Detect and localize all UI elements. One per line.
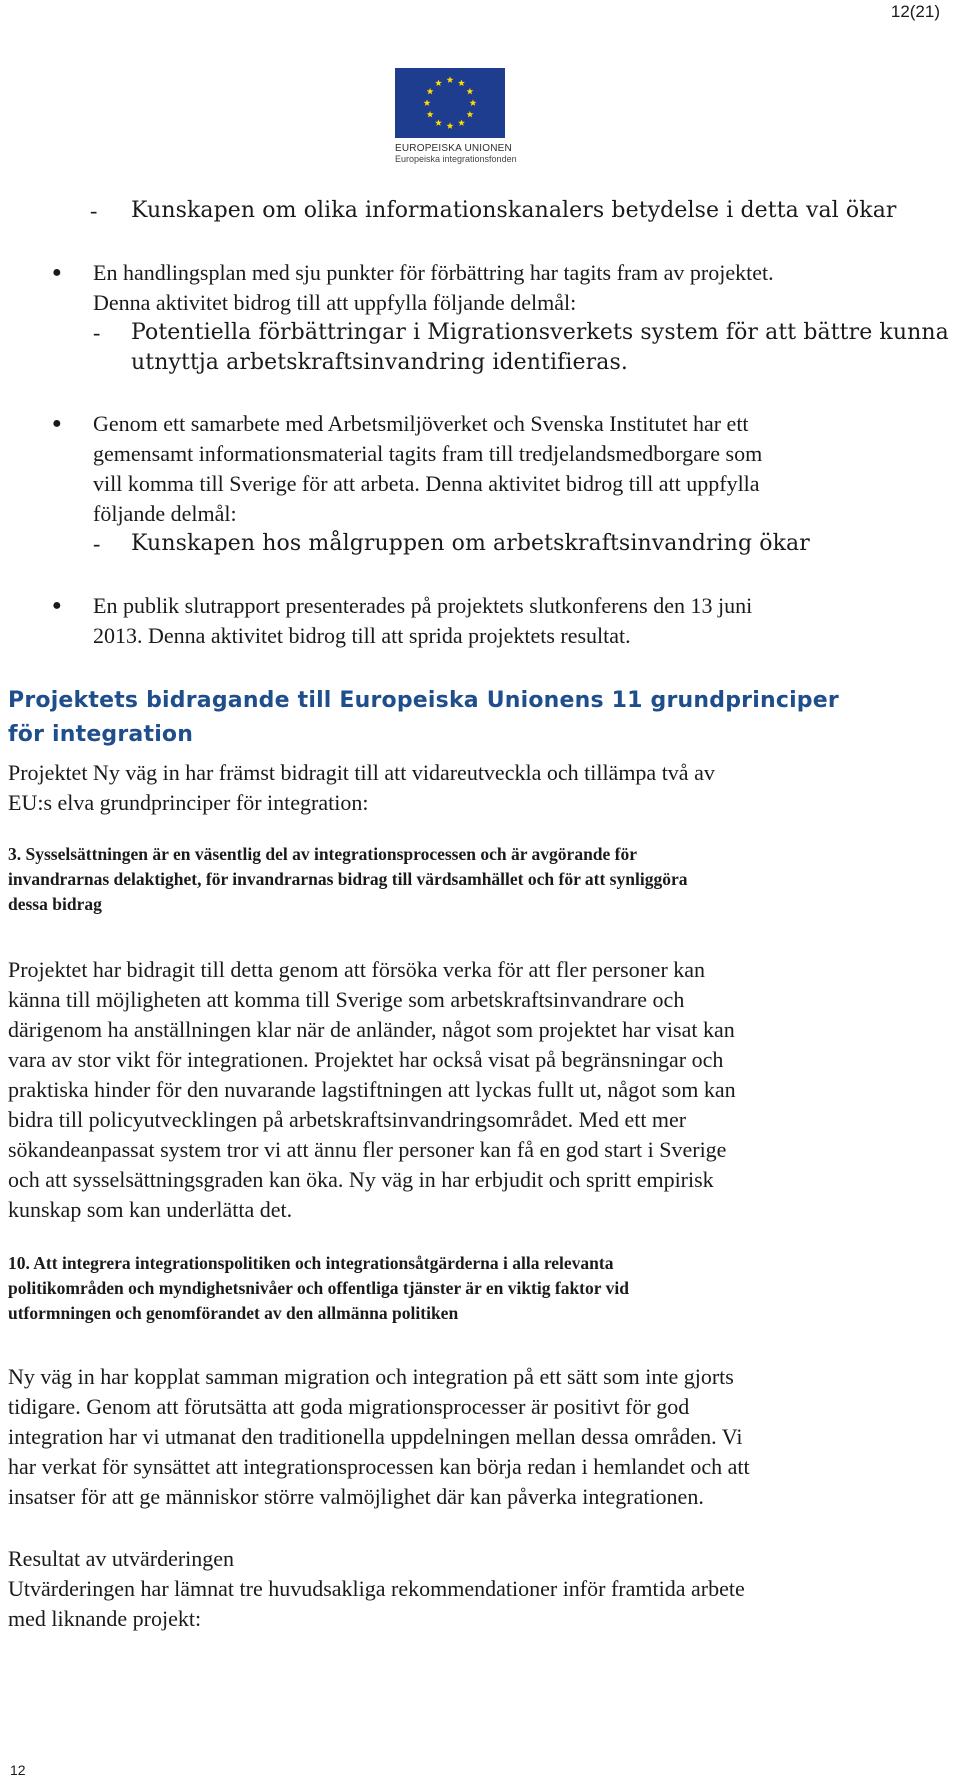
principle-heading: 10. Att integrera integrationspolitiken och integrationsåtgärderna i alla relevanta <box>8 1253 614 1273</box>
paragraph-line: Ny väg in har kopplat samman migration och integration på ett sätt som inte gjorts <box>8 1364 734 1389</box>
result-text: med liknande projekt: <box>8 1606 202 1631</box>
page-number: 12 <box>10 1762 26 1778</box>
dash-marker: - <box>90 198 98 223</box>
paragraph-line: Projektet har bidragit till detta genom att försöka verka för att fler personer kan <box>8 957 706 982</box>
paragraph-line: känna till möjligheten att komma till Sverige som arbetskraftsinvandrare och <box>8 987 685 1012</box>
paragraph-line: integration har vi utmanat den traditionella uppdelningen mellan dessa områden. Vi <box>8 1424 743 1449</box>
bullet-line: En handlingsplan med sju punkter för förbättring har tagits fram av projektet. <box>93 260 774 285</box>
bullet-line: Denna aktivitet bidrog till att uppfylla följande delmål: <box>93 290 577 315</box>
principle-heading: invandrarnas delaktighet, för invandrarnas bidrag till värdsamhället och för att synliggöra <box>8 869 688 889</box>
bullet-line: 2013. Denna aktivitet bidrog till att sprida projektets resultat. <box>93 623 631 648</box>
bullet-marker: ● <box>52 415 62 432</box>
principle-heading: utformningen och genomförandet av den allmänna politiken <box>8 1303 459 1323</box>
bullet-marker: ● <box>52 597 62 614</box>
paragraph-line: och att sysselsättningsgraden kan öka. Ny väg in har erbjudit och spritt empirisk <box>8 1167 714 1192</box>
bullet-marker: ● <box>52 264 62 281</box>
dash-item: Potentiella förbättringar i Migrationsverkets system för att bättre kunna <box>131 320 949 345</box>
paragraph-line: praktiska hinder för den nuvarande lagstiftningen att lyckas fullt ut, något som kan <box>8 1077 736 1102</box>
dash-item: Kunskapen om olika informationskanalers betydelse i detta val ökar <box>131 198 897 223</box>
dash-item: Kunskapen hos målgruppen om arbetskraftsinvandring ökar <box>131 531 810 556</box>
paragraph-line: sökandeanpassat system tror vi att ännu fler personer kan få en god start i Sverige <box>8 1137 727 1162</box>
paragraph-line: insatser för att ge människor större valmöjlighet där kan påverka integrationen. <box>8 1484 704 1509</box>
eu-logo <box>395 68 517 164</box>
eu-flag-icon <box>395 68 505 138</box>
result-title: Resultat av utvärderingen <box>8 1546 235 1571</box>
paragraph-line: kunskap som kan underlätta det. <box>8 1197 293 1222</box>
principle-heading: 3. Sysselsättningen är en väsentlig del av integrationsprocessen och är avgörande för <box>8 844 638 864</box>
principle-heading: dessa bidrag <box>8 894 102 914</box>
intro-line: EU:s elva grundprinciper för integration: <box>8 790 369 815</box>
bullet-line: gemensamt informationsmaterial tagits fram till tredjelandsmedborgare som <box>93 441 763 466</box>
section-heading: för integration <box>8 722 194 747</box>
section-heading: Projektets bidragande till Europeiska Unionens 11 grundprinciper <box>8 688 839 713</box>
intro-line: Projektet Ny väg in har främst bidragit till att vidareutveckla och tillämpa två av <box>8 760 715 785</box>
paragraph-line: därigenom ha anställningen klar när de anländer, något som projektet har visat kan <box>8 1017 735 1042</box>
paragraph-line: bidra till policyutvecklingen på arbetskraftsinvandringsområdet. Med ett mer <box>8 1107 687 1132</box>
principle-heading: politikområden och myndighetsnivåer och offentliga tjänster är en viktig faktor vid <box>8 1278 629 1298</box>
paragraph-line: vara av stor vikt för integrationen. Projektet har också visat på begränsningar och <box>8 1047 724 1072</box>
bullet-line: vill komma till Sverige för att arbeta. Denna aktivitet bidrog till att uppfylla <box>93 471 760 496</box>
page-indicator: 12(21) <box>890 2 940 21</box>
result-text: Utvärderingen har lämnat tre huvudsakliga rekommendationer inför framtida arbete <box>8 1576 745 1601</box>
paragraph-line: tidigare. Genom att förutsätta att goda migrationsprocesser är positivt för god <box>8 1394 690 1419</box>
dash-marker: - <box>93 320 101 345</box>
paragraph-line: har verkat för synsättet att integrationsprocessen kan börja redan i hemlandet och att <box>8 1454 750 1479</box>
bullet-line: följande delmål: <box>93 501 237 526</box>
bullet-line: Genom ett samarbete med Arbetsmiljöverket och Svenska Institutet har ett <box>93 411 749 436</box>
logo-line1: EUROPEISKA UNIONEN <box>395 143 512 154</box>
bullet-line: En publik slutrapport presenterades på projektets slutkonferens den 13 juni <box>93 593 753 618</box>
dash-marker: - <box>93 531 101 556</box>
logo-line2: Europeiska integrationsfonden <box>395 154 517 164</box>
dash-item: utnyttja arbetskraftsinvandring identifieras. <box>131 350 628 375</box>
